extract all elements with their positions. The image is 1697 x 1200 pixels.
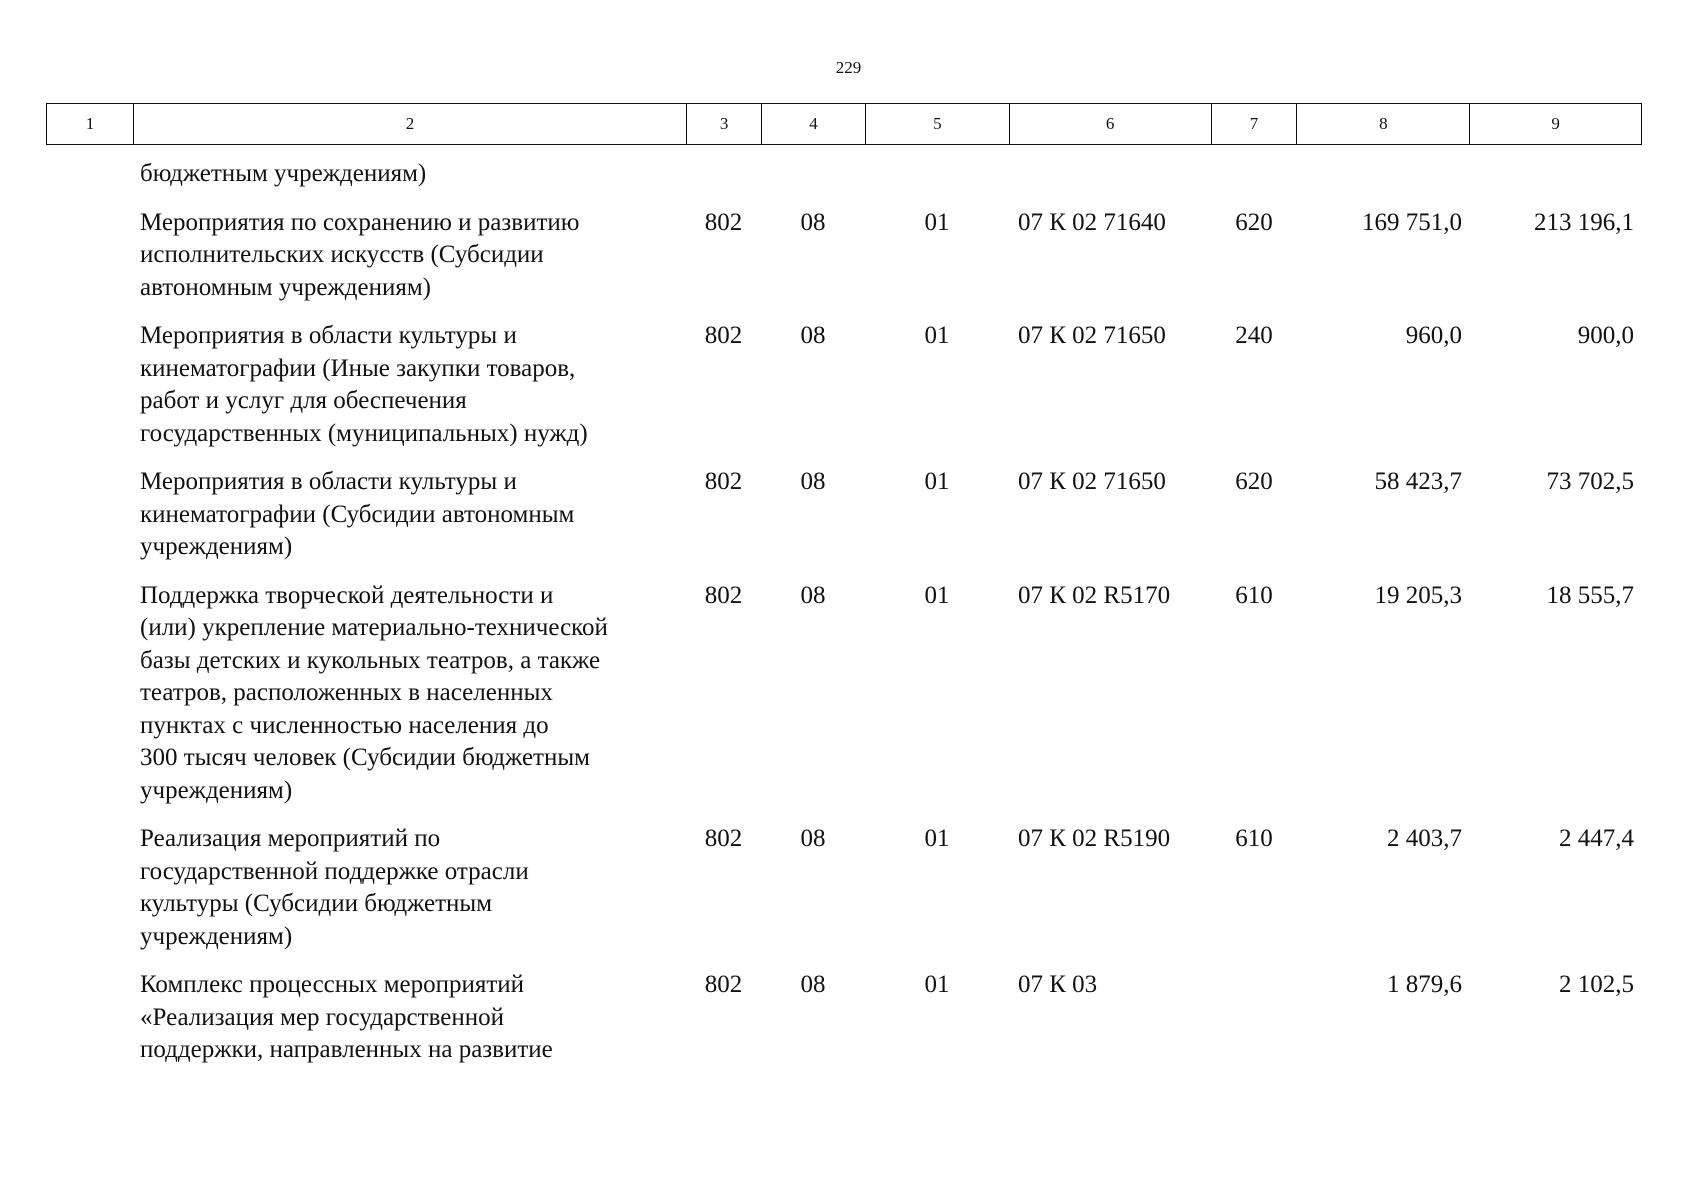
description-line: (или) укрепление материально-технической (140, 614, 608, 641)
cell-expense-type: 240 (1235, 322, 1273, 349)
header-col-6: 6 (1009, 104, 1211, 144)
description-line: кинематографии (Иные закупки товаров, (140, 354, 576, 382)
cell-description (132, 580, 686, 808)
cell-ministry-code: 802 (704, 208, 743, 236)
cell-description (132, 207, 686, 305)
cell-col-1 (46, 207, 132, 305)
cell-amount-year-2: 2 447,4 (1559, 825, 1634, 852)
cell-description (132, 969, 686, 1067)
cell-amount-year-2: 73 702,5 (1546, 468, 1634, 495)
cell-amount-year-1 (1297, 158, 1470, 191)
cell-section: 08 (800, 825, 826, 852)
description-line: Реализация мероприятий по (140, 825, 441, 852)
description-line: работ и услуг для обеспечения (140, 387, 467, 414)
description-line: автономным учреждениям) (140, 273, 432, 301)
description-line: кинематографии (Субсидии автономным (140, 500, 575, 528)
cell-target-article: 07 К 02 71640 (1018, 208, 1166, 236)
header-col-3: 3 (686, 104, 761, 144)
cell-section: 08 (800, 468, 826, 495)
cell-amount-year-1: 58 423,7 (1374, 468, 1462, 495)
cell-target-article: 07 К 02 R5190 (1018, 825, 1171, 852)
page-number: 229 (835, 58, 862, 77)
description-line: учреждениям) (140, 922, 293, 950)
cell-subsection: 01 (924, 971, 950, 998)
description-line: Мероприятия по сохранению и развитию (140, 208, 580, 236)
cell-col-1 (46, 158, 132, 191)
header-col-2: 2 (133, 104, 686, 144)
description-line: поддержки, направленных на развитие (140, 1036, 553, 1063)
cell-ministry-code: 802 (704, 322, 743, 349)
header-col-5: 5 (865, 104, 1009, 144)
description-line: базы детских и кукольных театров, а также (140, 646, 601, 674)
cell-expense-type: 610 (1235, 581, 1273, 609)
cell-subsection (865, 158, 1009, 191)
table-row (46, 969, 1642, 1083)
description-line: бюджетным учреждениям) (140, 160, 427, 187)
cell-expense-type (1211, 158, 1297, 191)
description-line: учреждениям) (140, 776, 293, 804)
description-line: Поддержка творческой деятельности и (140, 581, 554, 609)
description-line: государственных (муниципальных) нужд) (140, 419, 588, 447)
table-header (46, 103, 1642, 145)
table-row (46, 466, 1642, 580)
description-line: пунктах с численностью населения до (140, 711, 549, 739)
cell-col-1 (46, 466, 132, 564)
cell-target-article: 07 К 02 71650 (1018, 468, 1166, 495)
cell-expense-type: 620 (1235, 468, 1273, 495)
table-row (46, 207, 1642, 321)
cell-ministry-code: 802 (704, 468, 743, 495)
table-row (46, 320, 1642, 466)
header-col-1: 1 (85, 114, 95, 133)
cell-col-1 (46, 969, 132, 1067)
description-line: исполнительских искусств (Субсидии (140, 241, 544, 268)
description-line: 300 тысяч человек (Субсидии бюджетным (140, 744, 590, 771)
cell-col-1 (46, 823, 132, 953)
cell-ministry-code (686, 158, 761, 191)
header-col-8: 8 (1296, 104, 1469, 144)
cell-ministry-code: 802 (704, 971, 743, 998)
cell-amount-year-1: 960,0 (1405, 322, 1462, 349)
description-line: учреждениям) (140, 533, 293, 560)
description-line: Комплекс процессных мероприятий (140, 971, 525, 998)
cell-description (132, 823, 686, 953)
header-col-9: 9 (1469, 104, 1641, 144)
cell-section: 08 (800, 208, 826, 236)
header-col-7: 7 (1211, 104, 1297, 144)
cell-description (132, 320, 686, 450)
cell-amount-year-1: 2 403,7 (1387, 825, 1462, 852)
table-row (46, 580, 1642, 824)
description-line: театров, расположенных в населенных (140, 679, 553, 706)
cell-target-article: 07 К 03 (1018, 971, 1098, 998)
cell-section: 08 (800, 322, 826, 349)
cell-amount-year-1: 169 751,0 (1362, 208, 1462, 236)
cell-subsection: 01 (924, 825, 950, 852)
cell-amount-year-1: 19 205,3 (1374, 581, 1462, 609)
description-line: государственной поддержке отрасли (140, 857, 529, 885)
cell-expense-type: 610 (1235, 825, 1273, 852)
description-line: культуры (Субсидии бюджетным (140, 890, 493, 917)
table-row (46, 823, 1642, 969)
description-line: «Реализация мер государственной (140, 1003, 504, 1031)
description-line: Мероприятия в области культуры и (140, 322, 517, 349)
cell-amount-year-2: 18 555,7 (1546, 581, 1634, 609)
cell-ministry-code: 802 (704, 581, 743, 609)
cell-expense-type (1211, 969, 1297, 1067)
cell-subsection: 01 (924, 208, 950, 236)
cell-subsection: 01 (924, 322, 950, 349)
cell-amount-year-2: 213 196,1 (1534, 208, 1634, 236)
cell-expense-type: 620 (1235, 208, 1273, 236)
table-body (46, 158, 1642, 1083)
cell-target-article (1009, 158, 1211, 191)
cell-amount-year-2: 2 102,5 (1559, 971, 1634, 998)
cell-description (132, 158, 686, 191)
cell-col-1 (46, 580, 132, 808)
cell-ministry-code: 802 (704, 825, 743, 852)
cell-col-1 (46, 320, 132, 450)
cell-amount-year-1: 1 879,6 (1387, 971, 1462, 998)
table-row (46, 158, 1642, 207)
cell-subsection: 01 (924, 468, 950, 495)
cell-target-article: 07 К 02 R5170 (1018, 581, 1171, 609)
cell-section (761, 158, 865, 191)
header-col-4: 4 (761, 104, 865, 144)
cell-amount-year-2 (1470, 158, 1642, 191)
description-line: Мероприятия в области культуры и (140, 468, 517, 495)
cell-amount-year-2: 900,0 (1577, 322, 1634, 349)
cell-description (132, 466, 686, 564)
cell-subsection: 01 (924, 581, 950, 609)
cell-section: 08 (800, 971, 826, 998)
cell-section: 08 (800, 581, 826, 609)
cell-target-article: 07 К 02 71650 (1018, 322, 1166, 349)
